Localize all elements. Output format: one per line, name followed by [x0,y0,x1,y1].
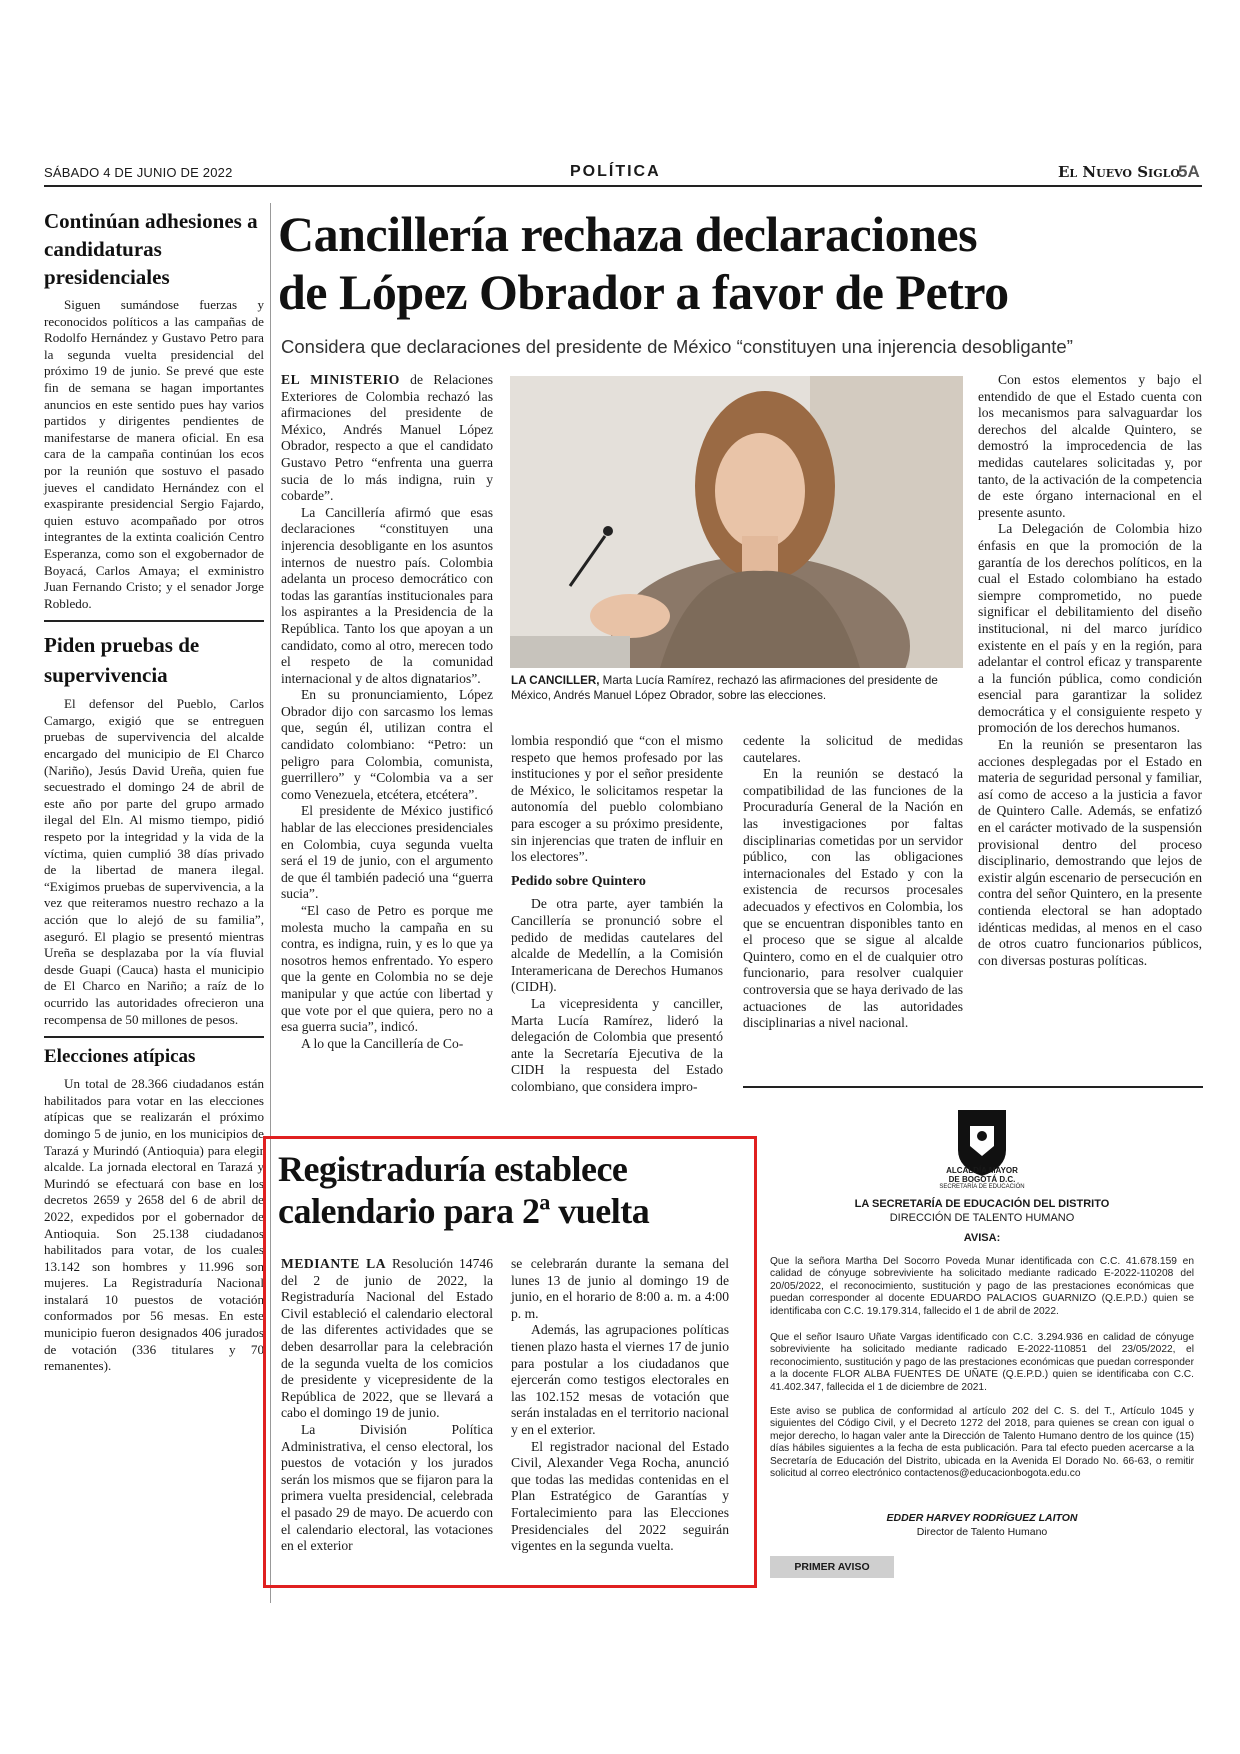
paragraph: cedente la solicitud de medidas cautelares. [743,733,963,765]
paragraph: La Cancillería afirmó que esas declaraciones “constituyen una injerencia desobligante en los asuntos internos de nuestro país. Colombia adelanta un proceso democrático con todas las garantías institucionales para los aspirantes a la Presidencia de la República. Tanto los que apoyan a un candidato, como al otro, merecen todo el respeto de la comunidad internacional y de altos dignatarios”. [281,504,493,686]
main-headline [278,205,1208,321]
registraduria-headline-line2: calendario para 2ª vuelta [278,1191,650,1231]
paragraph: El presidente de México justificó hablar de las elecciones presidenciales en Colombia, cuya segunda vuelta será el 19 de junio, con el argumento de que él también padeció una “guerra sucia”. [281,803,493,902]
main-col4 [978,372,1202,969]
photo-caption [511,673,963,703]
registraduria-headline [278,1148,748,1232]
paragraph: El defensor del Pueblo, Carlos Camargo, exigió que se entreguen pruebas de supervivencia del alcalde encargado del municipio de El Charco (Nariño), Jesús David Ureña, quien fue secuestrado el domingo 24 de abril de este año por parte del grupo armado ilegal del Eln. Al mismo tiempo, pidió respeto por la integridad y la vida de la víctima, quien cumplió 38 días privado de la libertad de manera ilegal. “Exigimos pruebas de supervivencia, a la vez que reiteramos nuestro rechazo a la acción que lo alejó de su familia”, aseguró. El plagio se presentó mientras Ureña se desplazaba por la vía fluvial desde Guapi (Cauca) hasta el municipio de El Charco en Nariño; a raíz de lo ocurrido las autoridades ofrecieron una recompensa de 50 millones de pesos. [44,696,264,1027]
paragraph [281,372,493,505]
main-deck: Considera que declaraciones del presidente de México “constituyen una injerencia desobligante” [281,336,1073,357]
canciller-photo [510,376,963,668]
sidebar-story2-body [44,696,264,1028]
sidebar-story3-body [44,1076,264,1375]
paragraph: A lo que la Cancillería de Co- [301,1035,464,1051]
main-col3 [743,733,963,1032]
paragraph: El registrador nacional del Estado Civil, Alexander Vega Rocha, anunció que todas las medidas contenidas en el Plan Estratégico de Garantías y Fortalecimiento para las Elecciones Presidenciales del 2022 seguirán vigentes en la segunda vuelta. [511,1438,729,1554]
notice-signer: EDDER HARVEY RODRÍGUEZ LAITON [886,1512,1078,1524]
sidebar-story1-title: Continúan adhesiones a candidaturas presidenciales [44,209,258,289]
paragraph: La Delegación de Colombia hizo énfasis en que la promoción de la garantía de los derechos políticos, en la cual el Estado colombiano ha estado siempre comprometido, no puede significar el debilitamiento del diseño institucional, ni del marco jurídico existente en el país y en la región, para adelantar el control eficaz y transparente a la función pública, como condición esencial para garantizar la solidez democrática y el consiguiente respeto y promoción de los derechos humanos. [978,521,1202,736]
paragraph: De otra parte, ayer también la Cancillería se pronunció sobre el pedido de medidas cautelares del alcalde de Medellín, a la Comisión Interamericana de Derechos Humanos (CIDH). [511,896,723,995]
photo-illustration [510,376,963,668]
sidebar-divider [44,620,264,622]
registraduria-headline-line1: Registraduría establece [278,1149,628,1189]
paragraph: lombia respondió que “con el mismo respeto que hemos profesado por las instituciones y por el señor presidente de México, le solicitamos respetar la autonomía del pueblo colombiano para escoger a su próximo presidente, sin injerencias que traten de influir en los electores”. [511,733,723,865]
notice-org: LA SECRETARÍA DE EDUCACIÓN DEL DISTRITO [854,1198,1110,1210]
paragraph: La vicepresidenta y canciller, Marta Lucía Ramírez, lideró la delegación de Colombia que presentó ante la Secretaría Ejecutiva de la CIDH la respuesta del Estado colombiano, que considera impro- [511,995,723,1094]
paragraph [281,1256,493,1422]
seal-text-2: DE BOGOTÁ D.C. [948,1175,1016,1184]
main-col1 [281,372,493,1052]
brand-logo: El Nuevo Siglo [1058,163,1180,181]
notice-signer-title: Director de Talento Humano [916,1526,1048,1538]
registraduria-col2 [511,1256,729,1555]
paragraph: Además, las agrupaciones políticas tienen plazo hasta el viernes 17 de junio para postular a los ciudadanos que ejercerán como testigos electorales en las 102.152 mesas de votación que serán instaladas en el territorio nacional y en el exterior. [511,1322,729,1437]
section-subhead: Pedido sobre Quintero [511,873,646,889]
sidebar-story3-title: Elecciones atípicas [44,1046,196,1068]
legal-notice [760,1106,1204,1590]
paragraph: Siguen sumándose fuerzas y reconocidos políticos a las campañas de Rodolfo Hernández y Gustavo Petro para la segunda vuelta presidencial del próximo 19 de junio. Se prevé que este fin de semana se hagan importantes anuncios en este sentido pues hay varios partidos y dirigentes pendientes de manifestarse de manera oficial. En esa cara de la campaña continúan los ecos por la reunión que sostuvo el pasado jueves el candidato Hernández con el exaspirante presidencial Sergio Fajardo, quien estuvo acompañado por otros integrantes de la extinta coalición Centro Esperanza, como son el exgobernador de Boyacá, Carlos Amaya; el exministro Juan Fernando Cristo; y el senador Jorge Robledo. [44,297,264,611]
header-date: SÁBADO 4 DE JUNIO DE 2022 [44,165,233,180]
paragraph-text: de Relaciones Exteriores de Colombia rechazó las afirmaciones del presidente de México, Andrés Manuel López Obrador, respecto a que el candidato Gustavo Petro “enfrenta una guerra sucia de lo más indigna, ruin y cobarde”. [281,372,493,504]
main-headline-line1: Cancillería rechaza declaraciones [278,206,978,262]
notice-dept: DIRECCIÓN DE TALENTO HUMANO [889,1212,1075,1224]
notice-paragraph-2: Que el señor Isauro Uñate Vargas identificado con C.C. 3.294.936 en calidad de cónyuge sobreviviente ha solicitado mediante radicado E-2022-110851 del 23/05/2022, el reconocimiento, sustitución y pago de las prestaciones económicas que puedan corresponder a la docente FLOR ALBA FUENTES DE UÑATE (Q.E.P.D.) quien se identificaba con C.C. 41.402.347, fallecida el 1 de diciembre de 2021. [770,1332,1194,1393]
sidebar [44,190,264,1375]
main-col2 [511,733,723,1095]
main-headline-line2: de López Obrador a favor de Petro [278,264,1009,320]
page-number: 5A [1178,162,1200,181]
section-name: POLÍTICA [570,163,661,180]
registraduria-col1 [281,1256,493,1555]
paragraph: Con estos elementos y bajo el entendido de que el Estado cuenta con los mecanismos para salvaguardar los derechos del alcalde Quintero, se demostró la improcedencia de las medidas cautelares solicitadas y, por tanto, de la activación de la competencia de este órgano internacional en el presente asunto. [978,372,1202,520]
first-notice-badge: PRIMER AVISO [770,1556,894,1578]
paragraph: En la reunión se presentaron las acciones desplegadas por el Estado en materia de seguridad personal y familiar, así como de acceso a la justicia a favor de Quintero Calle. Además, se enfatizó en el carácter motivado de la suspensión provisional dentro del proceso disciplinario, demostrando que lejos de existir algún escenario de persecución en contra del señor Quintero, en la presente contienda electoral se han adoptado idénticas medidas, al menos en el caso de otros cuatro funcionarios públicos, con diversas posturas políticas. [978,737,1202,968]
header-rule [44,185,1202,187]
paragraph: En su pronunciamiento, López Obrador dijo con sarcasmo los lemas que, según él, utilizan contra el candidato colombiano: “Petro: un peligro para Colombia, comunista, guerrillero” y “Colombia va a ser como Venezuela, etcétera, etcétera”. [281,687,493,802]
seal-text-3: SECRETARÍA DE EDUCACIÓN [939,1184,1025,1190]
caption-lead: LA CANCILLER, [511,674,600,687]
lead-in: EL MINISTERIO [281,372,400,387]
notice-paragraph-3: Este aviso se publica de conformidad al artículo 202 del C. S. del T., Artículo 1045 y siguientes del Código Civil, y el Decreto 1272 del 2018, para quienes se crean con igual o mejor derecho, lo hagan valer ante la Dirección de Talento Humano dentro de los quince (15) días hábiles siguientes a la fecha de esta publicación. Para tal efecto pueden acercarse a la Secretaría de Educación del Distrito, ubicada en la Avenida El Dorado No. 66-63, o remitir solicitud al correo electrónico contactenos@educacionbogota.edu.co [770,1406,1194,1480]
caption-text: Marta Lucía Ramírez, rechazó las afirmaciones del presidente de México, Andrés Manuel López Obrador, sobre las elecciones. [511,674,938,702]
paragraph: En la reunión se destacó la compatibilidad de las funciones de la Procuraduría General de la Nación en las investigaciones por faltas disciplinarias cometidas por un servidor público, con las obligaciones internacionales del Estado y con la existencia de recursos procesales adecuados y efectivos en Colombia, los que se encuentran disponibles tanto en el proceso que se sigue al alcalde Quintero, como en el de cualquier otro funcionario, para resolver cualquier controversia que se haya derivado de las actuaciones de las autoridades disciplinarias a nivel nacional. [743,766,963,1031]
lead-in: MEDIANTE LA [281,1256,387,1271]
paragraph-text: Resolución 14746 del 2 de junio de 2022, la Registraduría Nacional del Estado Civil estableció el calendario electoral de las diferentes actividades que se deben desarrollar para la celebración de la segunda vuelta de los comicios de presidente y vicepresidente de la República de 2022, que se llevará a cabo el domingo 19 de junio. [281,1256,493,1421]
sidebar-story1-body [44,297,264,612]
notice-paragraph-1: Que la señora Martha Del Socorro Poveda Munar identificada con C.C. 41.678.159 en calidad de cónyuge sobreviviente ha solicitado mediante radicado E-2022-110208 del 20/05/2022, el reconocimiento, sustitución y pago de las prestaciones económicas que puedan corresponder al docente EDUARDO PALACIOS GUARNIZO (Q.E.P.D.) quien se identificaba con C.C. 19.179.314, fallecido el 1 de abril de 2022. [770,1256,1194,1317]
seal-text-1: ALCALDÍA MAYOR [946,1166,1018,1175]
paragraph: se celebrarán durante la semana del lunes 13 de junio al domingo 19 de junio, en el horario de 8:00 a. m. a 4:00 p. m. [511,1256,729,1321]
notice-title: AVISA: [963,1232,1001,1244]
main-bottom-rule [743,1086,1203,1088]
paragraph: Un total de 28.366 ciudadanos están habilitados para votar en las elecciones atípicas que se realizarán el próximo domingo 5 de junio, en los municipios de Tarazá y Murindó (Antioquia) para elegir alcalde. La jornada electoral en Tarazá y Murindó se efectuará con base en los decretos 2659 y 2658 del 6 de abril de 2022, expedidos por el gobernador de Antioquia. Son 25.138 ciudadanos habilitados para votar, de los cuales 13.142 son hombres y 11.996 son mujeres. La Registraduría Nacional instalará 10 puestos de votación conformados por 56 mesas. En este municipio fueron designados 406 jurados de votación (336 titulares y 70 remanentes). [44,1076,264,1374]
sidebar-divider [44,1036,264,1038]
paragraph: La División Política Administrativa, el censo electoral, los puestos de votación y los jurados serán los mismos que se fijaron para la primera vuelta presidencial, celebrada el pasado 29 de mayo. De acuerdo con el calendario electoral, las votaciones en el exterior [281,1421,493,1554]
sidebar-story2-title: Piden pruebas de supervivencia [44,633,200,688]
paragraph: “El caso de Petro es porque me molesta mucho la campaña en su contra, es indigna, ruin, y es lo que ya nosotros hemos enfrentado. Yo espero que la gente en Colombia no se deje manipular y que actúe con libertad y que vote por el que quiera, pero no a esa guerra sucia”, indicó. [281,903,493,1035]
